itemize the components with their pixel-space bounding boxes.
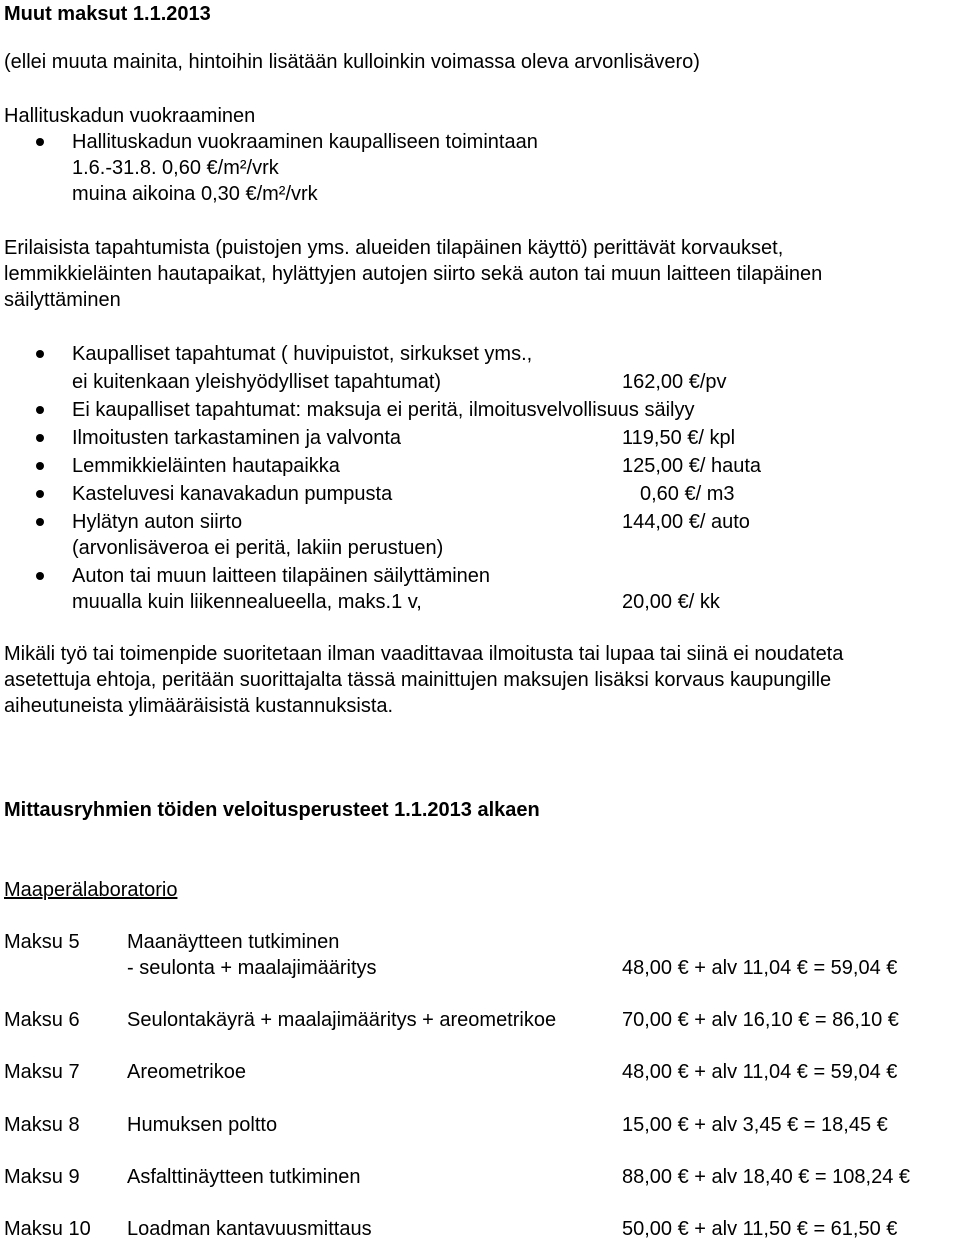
fee-label-line2: (arvonlisäveroa ei peritä, lakiin perustuen) [72,537,444,559]
fee-code: Maksu 9 [4,1166,80,1188]
fee-label: Kaupalliset tapahtumat ( huvipuistot, sirkukset yms., [72,343,533,365]
paragraph-line: Erilaisista tapahtumista (puistojen yms. alueiden tilapäinen käyttö) perittävät korvaukset, [4,237,784,259]
bullet-icon [36,406,44,414]
paragraph-line: säilyttäminen [4,289,121,311]
section-title-mittaus: Mittausryhmien töiden veloitusperusteet 1.1.2013 alkaen [4,799,540,821]
page-title: Muut maksut 1.1.2013 [4,3,211,25]
fee-description: Humuksen poltto [127,1114,278,1136]
section-heading-hallituskatu: Hallituskadun vuokraaminen [4,105,256,127]
fee-code: Maksu 10 [4,1218,91,1240]
fee-price: 125,00 €/ hauta [622,455,762,477]
fee-code: Maksu 7 [4,1061,80,1083]
fee-label-line2: ei kuitenkaan yleishyödylliset tapahtumat) [72,371,442,393]
fee-code: Maksu 8 [4,1114,80,1136]
bullet-icon [36,138,44,146]
list-item-line: muina aikoina 0,30 €/m²/vrk [72,183,318,205]
fee-description: Maanäytteen tutkiminen [127,931,340,953]
list-item: Hallituskadun vuokraaminen kaupalliseen toimintaan [72,131,538,153]
bullet-icon [36,462,44,470]
bullet-icon [36,572,44,580]
bullet-icon [36,490,44,498]
fee-code: Maksu 6 [4,1009,80,1031]
fee-price: 15,00 € + alv 3,45 € = 18,45 € [622,1114,888,1136]
fee-price: 88,00 € + alv 18,40 € = 108,24 € [622,1166,911,1188]
fee-label-line2: muualla kuin liikennealueella, maks.1 v, [72,591,422,613]
fee-description: Seulontakäyrä + maalajimääritys + areometrikoe [127,1009,557,1031]
bullet-icon [36,350,44,358]
fee-price: 162,00 €/pv [622,371,727,393]
fee-label: Auton tai muun laitteen tilapäinen säilyttäminen [72,565,491,587]
fee-label: Kasteluvesi kanavakadun pumpusta [72,483,393,505]
fee-price: 144,00 €/ auto [622,511,750,533]
fee-label: Ilmoitusten tarkastaminen ja valvonta [72,427,402,449]
vat-note: (ellei muuta mainita, hintoihin lisätään kulloinkin voimassa oleva arvonlisävero) [4,51,700,73]
fee-description-line2: - seulonta + maalajimääritys [127,957,377,979]
list-item-line: 1.6.-31.8. 0,60 €/m²/vrk [72,157,279,179]
fee-price: 48,00 € + alv 11,04 € = 59,04 € [622,957,898,979]
fee-price: 0,60 €/ m3 [640,483,735,505]
fee-price: 119,50 €/ kpl [622,427,736,449]
fee-description: Loadman kantavuusmittaus [127,1218,372,1240]
paragraph-line: asetettuja ehtoja, peritään suorittajalta tässä mainittujen maksujen lisäksi korvaus kaupungille [4,669,832,691]
bullet-icon [36,434,44,442]
fee-label: Hylätyn auton siirto [72,511,243,533]
bullet-icon [36,518,44,526]
fee-description: Areometrikoe [127,1061,246,1083]
fee-price: 20,00 €/ kk [622,591,720,613]
fee-price: 70,00 € + alv 16,10 € = 86,10 € [622,1009,899,1031]
paragraph-line: lemmikkieläinten hautapaikat, hylättyjen autojen siirto sekä auton tai muun laitteen tilapäinen [4,263,823,285]
paragraph-line: aiheutuneista ylimääräisistä kustannuksista. [4,695,394,717]
fee-price: 50,00 € + alv 11,50 € = 61,50 € [622,1218,898,1240]
fee-price: 48,00 € + alv 11,04 € = 59,04 € [622,1061,898,1083]
fee-code: Maksu 5 [4,931,80,953]
section-heading-laboratorio: Maaperälaboratorio [4,879,178,901]
fee-label: Ei kaupalliset tapahtumat: maksuja ei peritä, ilmoitusvelvollisuus säilyy [72,399,695,421]
fee-label: Lemmikkieläinten hautapaikka [72,455,340,477]
paragraph-line: Mikäli työ tai toimenpide suoritetaan ilman vaadittavaa ilmoitusta tai lupaa tai siinä ei noudateta [4,643,844,665]
fee-description: Asfalttinäytteen tutkiminen [127,1166,361,1188]
